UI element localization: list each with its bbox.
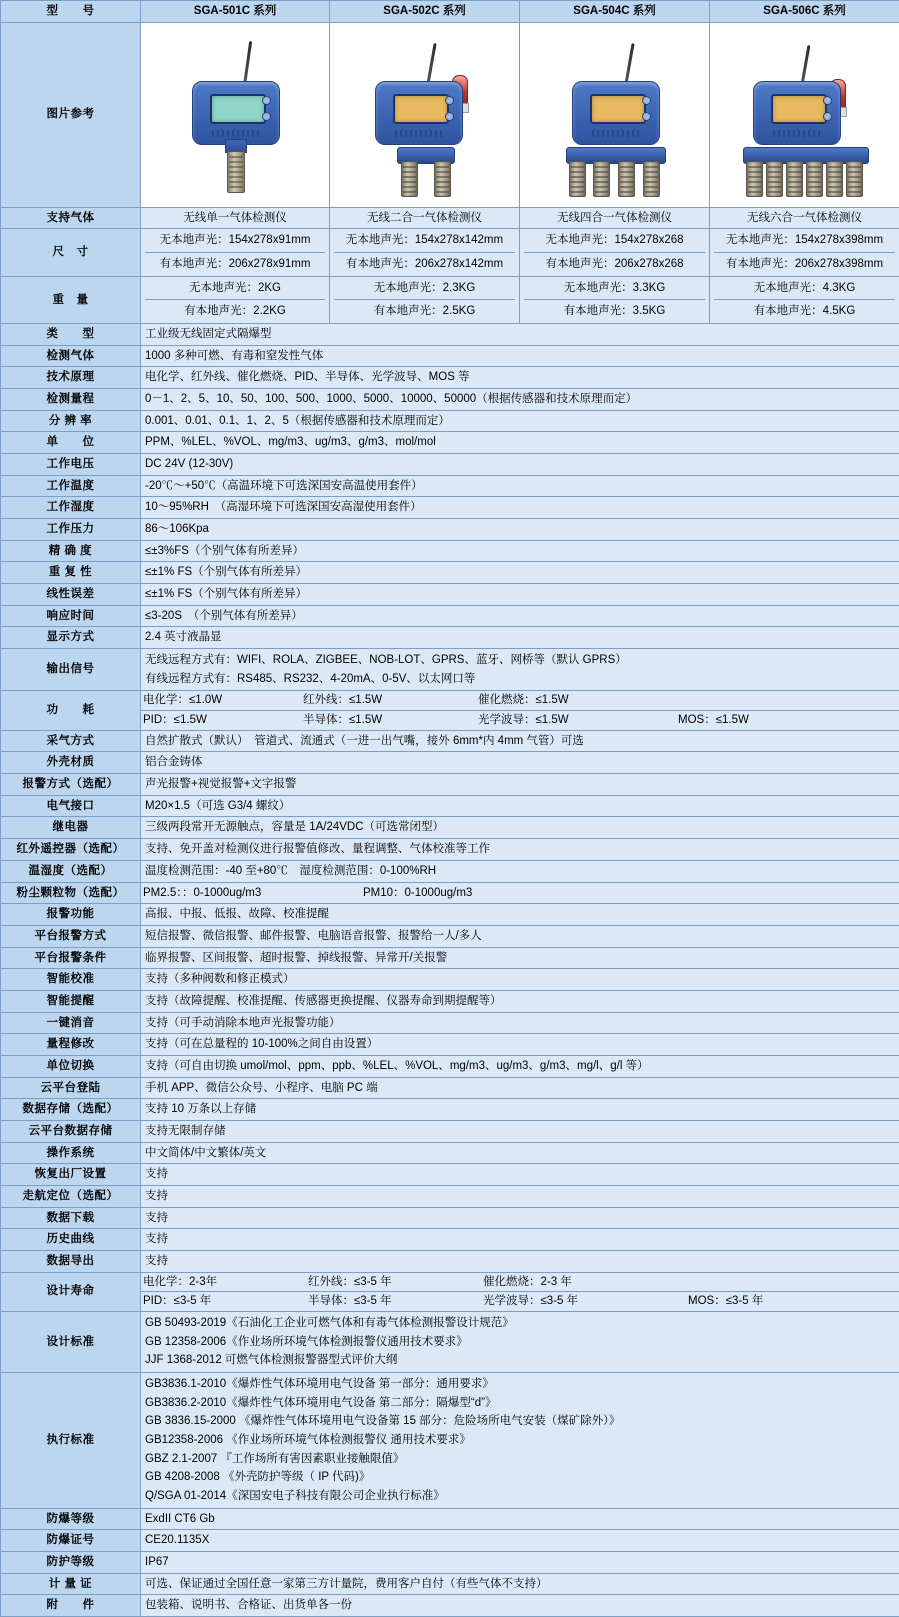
row-value: 支持（故障提醒、校准提醒、传感器更换提醒、仪器寿命到期提醒等） (141, 990, 899, 1012)
table-row-spec (1, 774, 899, 796)
row-label-dust: 粉尘颗粒物（选配） (1, 882, 141, 904)
row-label: 显示方式 (1, 627, 141, 649)
row-value: -20℃～+50℃（高温环境下可选深国安高温使用套件） (141, 475, 899, 497)
device-illustration-dual (334, 25, 515, 205)
life-optical: 光学波导：≤3-5 年 (483, 1293, 688, 1310)
life-row-2 (141, 1291, 899, 1311)
table-row-weight (1, 276, 899, 323)
row-value-design-standard (141, 1311, 899, 1372)
row-label: 工作电压 (1, 454, 141, 476)
table-row-spec (1, 389, 899, 411)
row-label: 报警功能 (1, 904, 141, 926)
sensor-probe (643, 161, 660, 197)
row-value: 支持、免开盖对检测仪进行报警值修改、量程调整、气体校准等工作 (141, 839, 899, 861)
device-illustration-single (145, 25, 325, 205)
row-value: CE20.1135X (141, 1530, 899, 1552)
vent-grill (395, 130, 443, 137)
weight-3-a: 无本地声光：3.3KG (524, 279, 705, 298)
table-row-spec (1, 584, 899, 606)
sensor-probe (826, 161, 843, 197)
size-1-a: 无本地声光：154x278x91mm (145, 231, 325, 250)
row-value: 1000 多种可燃、有毒和窒发性气体 (141, 345, 899, 367)
gas-support-3: 无线四合一气体检测仪 (520, 207, 710, 229)
power-semiconductor: 半导体：≤1.5W (303, 712, 478, 729)
row-label-model: 型 号 (1, 1, 141, 23)
weight-2 (330, 276, 520, 323)
table-row-power (1, 691, 899, 730)
row-value: 声光报警+视觉报警+文字报警 (141, 774, 899, 796)
row-label-output-signal: 输出信号 (1, 649, 141, 691)
row-value: 工业级无线固定式隔爆型 (141, 324, 899, 346)
model-col-2: SGA-502C 系列 (330, 1, 520, 23)
row-label: 温湿度（选配） (1, 860, 141, 882)
gas-support-2: 无线二合一气体检测仪 (330, 207, 520, 229)
row-value: 铝合金铸体 (141, 752, 899, 774)
gas-support-1: 无线单一气体检测仪 (141, 207, 330, 229)
weight-3 (520, 276, 710, 323)
row-value: 86～106Kpa (141, 519, 899, 541)
table-row-spec (1, 1164, 899, 1186)
detector-housing (753, 81, 841, 145)
table-row-spec (1, 627, 899, 649)
sensor-probe (227, 151, 245, 193)
weight-2-a: 无本地声光：2.3KG (334, 279, 515, 298)
table-row-spec (1, 562, 899, 584)
weight-3-b: 有本地声光：3.5KG (524, 299, 705, 321)
row-value-output-signal (141, 649, 899, 691)
knob-icon (642, 96, 651, 105)
row-label: 平台报警方式 (1, 925, 141, 947)
row-label: 响应时间 (1, 605, 141, 627)
table-row-design-life (1, 1272, 899, 1311)
knob-icon (823, 112, 832, 121)
row-label-gas-support: 支持气体 (1, 207, 141, 229)
life-mos: MOS：≤3-5 年 (688, 1293, 848, 1310)
output-line-wired: 有线远程方式有：RS485、RS232、4-20mA、0-5V、以太网口等 (145, 670, 895, 689)
weight-2-b: 有本地声光：2.5KG (334, 299, 515, 321)
table-row-spec (1, 367, 899, 389)
row-label: 操作系统 (1, 1142, 141, 1164)
exec-standard-line: GBZ 2.1-2007 『工作场所有害因素职业接触限值》 (145, 1450, 895, 1469)
row-value: 包装箱、说明书、合格证、出货单各一份 (141, 1595, 899, 1617)
row-label-image-reference: 图片参考 (1, 22, 141, 207)
product-image-504c (520, 22, 710, 207)
table-row-spec (1, 904, 899, 926)
table-row-output-signal (1, 649, 899, 691)
row-label: 防护等级 (1, 1552, 141, 1574)
row-label: 电气接口 (1, 795, 141, 817)
row-value: 10～95%RH （高湿环境下可选深国安高湿使用套件） (141, 497, 899, 519)
table-row-spec (1, 540, 899, 562)
knob-icon (262, 112, 271, 121)
row-label: 防爆等级 (1, 1508, 141, 1530)
row-label-design-standard: 设计标准 (1, 1311, 141, 1372)
row-value: ≤±1% FS（个别气体有所差异） (141, 562, 899, 584)
row-label: 类 型 (1, 324, 141, 346)
table-row-spec (1, 1595, 899, 1617)
product-image-506c (710, 22, 899, 207)
vent-grill (592, 130, 640, 137)
vent-grill (212, 130, 260, 137)
table-row-spec (1, 817, 899, 839)
row-label: 一键消音 (1, 1012, 141, 1034)
row-value: 支持 (141, 1229, 899, 1251)
row-value: 支持（可自由切换 umol/mol、ppm、ppb、%LEL、%VOL、mg/m3、ug/m3、g/m3、mg/l、g/l 等） (141, 1055, 899, 1077)
table-row-spec (1, 1185, 899, 1207)
dust-pm25: PM2.5：：0-1000ug/m3 (143, 885, 363, 902)
product-image-502c (330, 22, 520, 207)
antenna-icon (426, 43, 436, 85)
weight-4 (710, 276, 899, 323)
row-label: 外壳材质 (1, 752, 141, 774)
row-value: 支持 (141, 1164, 899, 1186)
life-electrochemical: 电化学：2-3年 (143, 1274, 308, 1291)
row-label: 技术原理 (1, 367, 141, 389)
table-row-spec (1, 475, 899, 497)
sensor-probe (846, 161, 863, 197)
row-value: 中文简体/中文繁体/英文 (141, 1142, 899, 1164)
power-infrared: 红外线：≤1.5W (303, 692, 478, 709)
sensor-probe (434, 161, 451, 197)
row-value-power (141, 691, 899, 730)
dust-pm10: PM10：0-1000ug/m3 (363, 885, 472, 902)
knob-icon (445, 112, 454, 121)
detector-housing (192, 81, 280, 145)
device-illustration-quad (524, 25, 705, 205)
table-row-spec (1, 1142, 899, 1164)
row-label: 检测量程 (1, 389, 141, 411)
output-line-wireless: 无线远程方式有：WIFI、ROLA、ZIGBEE、NOB-LOT、GPRS、蓝牙、网桥等（默认 GPRS） (145, 651, 895, 670)
row-label: 云平台登陆 (1, 1077, 141, 1099)
table-row-spec (1, 605, 899, 627)
table-row-spec (1, 969, 899, 991)
life-infrared: 红外线：≤3-5 年 (308, 1274, 483, 1291)
row-value: 支持（可在总量程的 10-100%之间自由设置） (141, 1034, 899, 1056)
table-row-spec (1, 432, 899, 454)
row-label-power: 功 耗 (1, 691, 141, 730)
size-2 (330, 229, 520, 276)
gas-support-4: 无线六合一气体检测仪 (710, 207, 899, 229)
row-value: 支持 (141, 1207, 899, 1229)
row-value: DC 24V (12-30V) (141, 454, 899, 476)
row-value: 高报、中报、低报、故障、校准提醒 (141, 904, 899, 926)
row-value: 电化学、红外线、催化燃烧、PID、半导体、光学波导、MOS 等 (141, 367, 899, 389)
row-value: ≤3-20S （个别气体有所差异） (141, 605, 899, 627)
exec-standard-line: GB 3836.15-2000 《爆炸性气体环境用电气设备第 15 部分：危险场所电气安装（煤矿除外）》 (145, 1412, 895, 1431)
row-value: 支持（多种阀数和修正模式） (141, 969, 899, 991)
row-value: 支持 (141, 1185, 899, 1207)
table-row-spec (1, 1573, 899, 1595)
detector-housing (572, 81, 660, 145)
row-label: 重 复 性 (1, 562, 141, 584)
table-row-spec (1, 925, 899, 947)
size-3 (520, 229, 710, 276)
display-screen (210, 94, 266, 124)
display-screen (771, 94, 827, 124)
row-label: 数据导出 (1, 1250, 141, 1272)
table-row-spec (1, 324, 899, 346)
row-label: 防爆证号 (1, 1530, 141, 1552)
row-value: 三级两段常开无源触点，容量是 1A/24VDC（可选常闭型） (141, 817, 899, 839)
row-label-weight: 重 量 (1, 276, 141, 323)
power-optical: 光学波导：≤1.5W (478, 712, 678, 729)
life-row-1 (141, 1273, 899, 1292)
row-label: 检测气体 (1, 345, 141, 367)
row-label: 精 确 度 (1, 540, 141, 562)
table-row-spec (1, 345, 899, 367)
row-label: 历史曲线 (1, 1229, 141, 1251)
weight-1 (141, 276, 330, 323)
row-value: ≤±3%FS（个别气体有所差异） (141, 540, 899, 562)
table-row-spec (1, 1120, 899, 1142)
table-row-spec (1, 1099, 899, 1121)
knob-icon (642, 112, 651, 121)
design-standard-line: JJF 1368-2012 可燃气体检测报警器型式评价大纲 (145, 1351, 895, 1370)
row-label: 计 量 证 (1, 1573, 141, 1595)
knob-icon (445, 96, 454, 105)
table-row-spec (1, 947, 899, 969)
exec-standard-line: GB3836.2-2010《爆炸性气体环境用电气设备 第二部分：隔爆型“d”》 (145, 1394, 895, 1413)
antenna-icon (800, 45, 810, 85)
table-row-spec (1, 1530, 899, 1552)
size-3-b: 有本地声光：206x278x268 (524, 252, 705, 274)
row-label: 平台报警条件 (1, 947, 141, 969)
sensor-probe (766, 161, 783, 197)
row-value: 支持 10 万条以上存储 (141, 1099, 899, 1121)
size-1 (141, 229, 330, 276)
table-row-spec (1, 519, 899, 541)
row-label: 云平台数据存储 (1, 1120, 141, 1142)
row-label: 单位切换 (1, 1055, 141, 1077)
row-label: 线性误差 (1, 584, 141, 606)
exec-standard-line: GB3836.1-2010《爆炸性气体环境用电气设备 第一部分：通用要求》 (145, 1375, 895, 1394)
row-label-exec-standard: 执行标准 (1, 1372, 141, 1508)
table-row-gas-support (1, 207, 899, 229)
size-1-b: 有本地声光：206x278x91mm (145, 252, 325, 274)
row-value: 0－1、2、5、10、50、100、500、1000、5000、10000、50000（根据传感器和技术原理而定） (141, 389, 899, 411)
row-value: ≤±1% FS（个别气体有所差异） (141, 584, 899, 606)
table-row-spec (1, 990, 899, 1012)
life-semiconductor: 半导体：≤3-5 年 (308, 1293, 483, 1310)
weight-1-a: 无本地声光：2KG (145, 279, 325, 298)
table-row-spec (1, 795, 899, 817)
row-label: 继电器 (1, 817, 141, 839)
table-row-design-standard (1, 1311, 899, 1372)
row-label-design-life: 设计寿命 (1, 1272, 141, 1311)
weight-4-a: 无本地声光：4.3KG (714, 279, 895, 298)
row-value-design-life (141, 1272, 899, 1311)
table-row-image-reference (1, 22, 899, 207)
row-value-exec-standard (141, 1372, 899, 1508)
life-pid: PID：≤3-5 年 (143, 1293, 308, 1310)
size-2-a: 无本地声光：154x278x142mm (334, 231, 515, 250)
size-2-b: 有本地声光：206x278x142mm (334, 252, 515, 274)
row-label: 采气方式 (1, 730, 141, 752)
row-label: 工作压力 (1, 519, 141, 541)
product-image-501c (141, 22, 330, 207)
table-row-exec-standard (1, 1372, 899, 1508)
row-label: 工作湿度 (1, 497, 141, 519)
table-row-spec (1, 1207, 899, 1229)
sensor-probe (401, 161, 418, 197)
row-label: 智能提醒 (1, 990, 141, 1012)
table-row-spec (1, 497, 899, 519)
knob-icon (262, 96, 271, 105)
sensor-probe (618, 161, 635, 197)
exec-standard-line: GB 4208-2008 《外壳防护等级（ IP 代码)》 (145, 1468, 895, 1487)
row-label: 数据下载 (1, 1207, 141, 1229)
row-label: 单 位 (1, 432, 141, 454)
display-screen (393, 94, 449, 124)
row-label: 报警方式（选配） (1, 774, 141, 796)
model-col-4: SGA-506C 系列 (710, 1, 899, 23)
table-row-spec (1, 454, 899, 476)
row-value: 支持无限制存储 (141, 1120, 899, 1142)
table-row-spec (1, 752, 899, 774)
size-4-b: 有本地声光：206x278x398mm (714, 252, 895, 274)
power-row-2 (141, 710, 899, 730)
row-value: 临界报警、区间报警、超时报警、掉线报警、异常开/关报警 (141, 947, 899, 969)
sensor-probe (593, 161, 610, 197)
row-value-dust (141, 882, 899, 904)
power-electrochemical: 电化学：≤1.0W (143, 692, 303, 709)
row-label: 红外遥控器（选配） (1, 839, 141, 861)
sensor-probe (746, 161, 763, 197)
table-row-model (1, 1, 899, 23)
sensor-probe (806, 161, 823, 197)
table-row-spec (1, 1229, 899, 1251)
table-row-spec (1, 1055, 899, 1077)
power-catalytic: 催化燃烧：≤1.5W (478, 692, 678, 709)
model-col-1: SGA-501C 系列 (141, 1, 330, 23)
row-value: ExdII CT6 Gb (141, 1508, 899, 1530)
size-4-a: 无本地声光：154x278x398mm (714, 231, 895, 250)
row-value: 0.001、0.01、0.1、1、2、5（根据传感器和技术原理而定） (141, 410, 899, 432)
weight-4-b: 有本地声光：4.5KG (714, 299, 895, 321)
row-value: M20×1.5（可选 G3/4 螺纹） (141, 795, 899, 817)
table-row-size (1, 229, 899, 276)
size-4 (710, 229, 899, 276)
row-label: 量程修改 (1, 1034, 141, 1056)
size-3-a: 无本地声光：154x278x268 (524, 231, 705, 250)
row-label: 分 辨 率 (1, 410, 141, 432)
table-row-dust (1, 882, 899, 904)
sensor-probe (786, 161, 803, 197)
table-row-spec (1, 1552, 899, 1574)
table-row-spec (1, 1508, 899, 1530)
exec-standard-line: GB12358-2006 《作业场所环境气体检测报警仪 通用技术要求》 (145, 1431, 895, 1450)
row-value: 温度检测范围：-40 至+80℃ 湿度检测范围：0-100%RH (141, 860, 899, 882)
row-label: 智能校准 (1, 969, 141, 991)
row-label: 附 件 (1, 1595, 141, 1617)
design-standard-line: GB 50493-2019《石油化工企业可燃气体和有毒气体检测报警设计规范》 (145, 1314, 895, 1333)
table-row-spec (1, 839, 899, 861)
row-value: 支持（可手动消除本地声光报警功能） (141, 1012, 899, 1034)
table-row-spec (1, 1250, 899, 1272)
row-value: PPM、%LEL、%VOL、mg/m3、ug/m3、g/m3、mol/mol (141, 432, 899, 454)
knob-icon (823, 96, 832, 105)
device-illustration-hex (714, 25, 895, 205)
table-row-spec (1, 1034, 899, 1056)
row-label: 数据存储（选配） (1, 1099, 141, 1121)
row-value: 手机 APP、微信公众号、小程序、电脑 PC 端 (141, 1077, 899, 1099)
row-value: 2.4 英寸液晶显 (141, 627, 899, 649)
life-empty (688, 1274, 848, 1291)
power-mos: MOS：≤1.5W (678, 712, 838, 729)
vent-grill (773, 130, 821, 137)
detector-housing (375, 81, 463, 145)
antenna-icon (624, 43, 634, 85)
row-value: 短信报警、微信报警、邮件报警、电脑语音报警、报警给一人/多人 (141, 925, 899, 947)
exec-standard-line: Q/SGA 01-2014《深国安电子科技有限公司企业执行标准》 (145, 1487, 895, 1506)
table-row-spec (1, 1077, 899, 1099)
power-row-1 (141, 691, 899, 710)
row-value: 支持 (141, 1250, 899, 1272)
life-catalytic: 催化燃烧：2-3 年 (483, 1274, 688, 1291)
row-label-size: 尺 寸 (1, 229, 141, 276)
row-value: 自然扩散式（默认） 管道式、流通式（一进一出气嘴，接外 6mm*内 4mm 气管）可选 (141, 730, 899, 752)
table-row-spec (1, 860, 899, 882)
table-row-spec (1, 1012, 899, 1034)
table-row-spec (1, 410, 899, 432)
display-screen (590, 94, 646, 124)
row-value: IP67 (141, 1552, 899, 1574)
power-pid: PID：≤1.5W (143, 712, 303, 729)
row-label: 工作温度 (1, 475, 141, 497)
design-standard-line: GB 12358-2006《作业场所环境气体检测报警仪通用技术要求》 (145, 1333, 895, 1352)
power-empty (678, 692, 838, 709)
row-label: 走航定位（选配） (1, 1185, 141, 1207)
model-col-3: SGA-504C 系列 (520, 1, 710, 23)
table-row-spec (1, 730, 899, 752)
weight-1-b: 有本地声光：2.2KG (145, 299, 325, 321)
sensor-probe (569, 161, 586, 197)
row-label: 恢复出厂设置 (1, 1164, 141, 1186)
row-value: 可选、保证通过全国任意一家第三方计量院，费用客户自付（有些气体不支持） (141, 1573, 899, 1595)
